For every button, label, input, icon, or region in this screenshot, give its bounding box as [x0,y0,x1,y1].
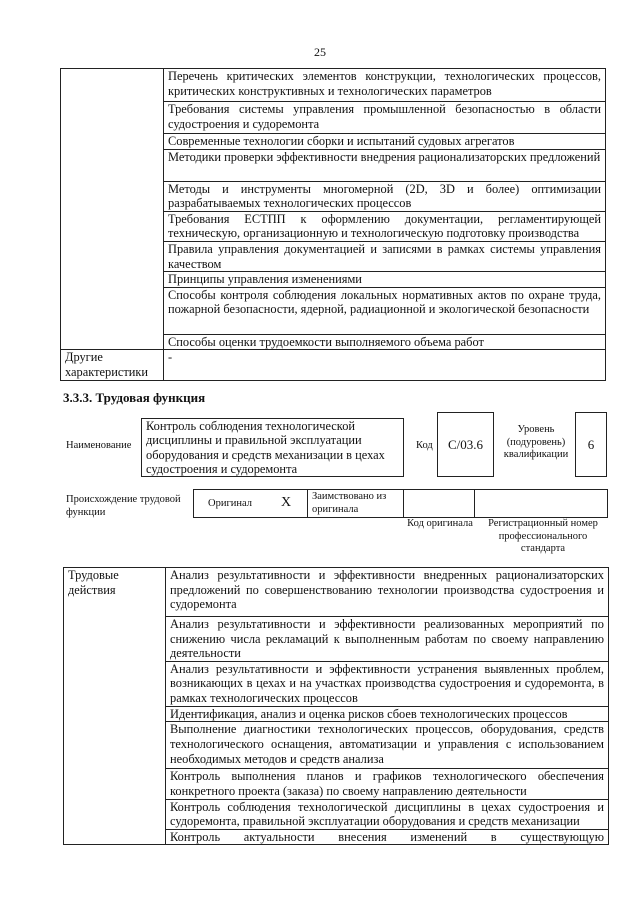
actions-label: Трудовые действия [64,568,166,845]
origin-label: Происхождение трудовой функции [66,494,181,518]
knowledge-table [60,68,606,381]
knowledge-item: Требования системы управления промышленной безопасностью в области судостроения и судоремонта [164,102,606,134]
knowledge-item: Принципы управления изменениями [164,272,606,288]
other-value: - [164,350,606,380]
table-row [64,568,609,617]
knowledge-item: Требования ЕСТПП к оформлению документации, регламентирующей техническую, организационную и технологическую подготовку производства [164,211,606,241]
knowledge-item: Современные технологии сборки и испытаний судовых агрегатов [164,134,606,150]
other-row [61,350,606,380]
action-item: Анализ результативности и эффективности реализованных мероприятий по снижению числа рекламаций к выполненным работам по своему направлению деятельности [166,617,609,662]
orig-code-label: Код оригинала [407,518,473,529]
reg-number-label: Регистрационный номер профессионального стандарта [488,518,598,554]
action-item: Анализ результативности и эффективности устранения выявленных проблем, возникающих в цехах и на участках производства судостроения и судоремонта, в рамках технологических процессов [166,661,609,706]
origin-box [193,489,608,518]
knowledge-item: Перечень критических элементов конструкции, технологических процессов, критических конструктивных и технологических параметров [164,69,606,102]
page-number: 25 [314,45,326,59]
name-label: Наименование [66,440,132,451]
action-item: Контроль выполнения планов и графиков технологического обеспечения конкретного проекта (заказа) по своему направлению деятельности [166,769,609,799]
section-title: 3.3.3. Трудовая функция [63,390,206,405]
function-name: Контроль соблюдения технологической дисциплины и правильной эксплуатации оборудования и средств механизации в цехах судостроения и судоремонта [141,418,404,477]
level-value: 6 [575,412,607,477]
table-row [61,69,606,102]
code-label: Код [416,440,433,451]
other-label: Другие характеристики [61,350,164,380]
level-label: Уровень (подуровень) квалификации [503,424,569,460]
knowledge-item: Методы и инструменты многомерной (2D, 3D и более) оптимизации разрабатываемых технологических процессов [164,181,606,211]
function-code: C/03.6 [437,412,494,477]
original-mark: X [281,495,292,510]
empty-label-cell [61,69,164,350]
action-item: Выполнение диагностики технологических процессов, оборудования, средств технологического оснащения, автоматизации и управления с использованием необходимых методов и средств анализа [166,722,609,769]
action-item: Идентификация, анализ и оценка рисков сбоев технологических процессов [166,706,609,722]
original-label: Оригинал [208,498,252,509]
knowledge-item: Правила управления документацией и записями в рамках системы управления качеством [164,241,606,271]
knowledge-item: Способы оценки трудоемкости выполняемого объема работ [164,334,606,350]
action-item: Контроль актуальности внесения изменений в существующую [166,829,609,845]
actions-table [63,567,609,845]
borrowed-label: Заимствовано из оригинала [312,491,387,515]
knowledge-item: Способы контроля соблюдения локальных нормативных актов по охране труда, пожарной безопасности, ядерной, радиационной и экологической безопасности [164,287,606,334]
action-item: Анализ результативности и эффективности внедренных рационализаторских предложений по совершенствованию технологии производства судостроения и судоремонта [166,568,609,617]
knowledge-item: Методики проверки эффективности внедрения рационализаторских предложений [164,149,606,181]
action-item: Контроль соблюдения технологической дисциплины в цехах судостроения и судоремонта, правильной эксплуатации оборудования и средств механизации [166,799,609,829]
